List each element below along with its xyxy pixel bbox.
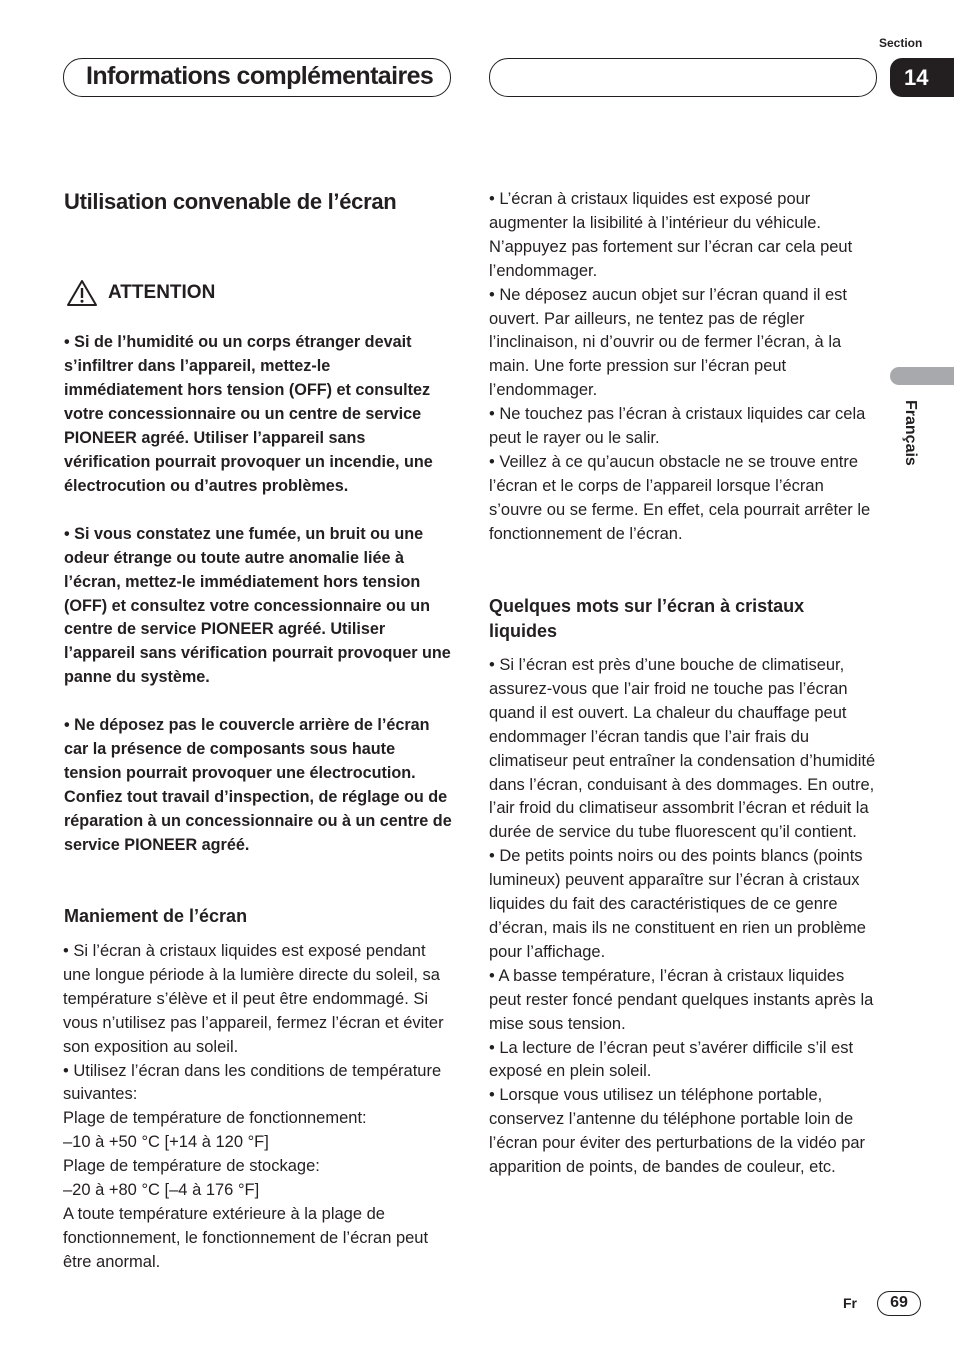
handling-subheading: Maniement de l’écran xyxy=(64,906,248,926)
attention-label: ATTENTION xyxy=(108,282,216,303)
footer-language: Fr xyxy=(843,1295,857,1311)
handling-paragraph: • Si l’écran à cristaux liquides est exposé pendant une longue période à la lumière directe du soleil, sa température s’élève et il peut être endommagé. Si vous n’utilisez pas l’appareil, fermez l’écran et éviter son exposition au soleil. xyxy=(63,942,444,1056)
handling-paragraph: • Utilisez l’écran dans les conditions de température suivantes: xyxy=(63,1061,442,1104)
attention-paragraph: • Ne déposez pas le couvercle arrière de l’écran car la présence de composants sous haute tension pourrait provoquer une électrocution. Confiez tout travail d’inspection, de réglage ou de réparation à un concessionnaire ou à un centre de service PIONEER agréé. xyxy=(64,716,452,855)
language-label: Français xyxy=(902,400,919,466)
right-paragraph: • Veillez à ce qu’aucun obstacle ne se trouve entre l’écran et le corps de l’appareil lorsque l’écran s’ouvre ou se ferme. En effet, cela pourrait arrêter le fonctionnement de l’écran. xyxy=(489,452,871,543)
lcd-paragraph: • De petits points noirs ou des points blancs (points lumineux) peuvent apparaître sur l’écran à cristaux liquides du fait des caractéristiques de ce genre d’écran, mais ils ne constituent en rien un problème pour l’affichage. xyxy=(489,847,866,961)
handling-paragraph: Plage de température de stockage: xyxy=(63,1157,320,1176)
lcd-subheading: Quelques mots sur l’écran à cristaux liquides xyxy=(489,596,805,641)
handling-block xyxy=(63,940,451,1275)
right-top-block xyxy=(489,188,879,547)
lcd-paragraph: • La lecture de l’écran peut s’avérer difficile s’il est exposé en plein soleil. xyxy=(489,1038,854,1081)
handling-paragraph: Plage de température de fonctionnement: xyxy=(63,1109,367,1128)
handling-paragraph: A toute température extérieure à la plage de fonctionnement, le fonctionnement de l’écran peut être anormal. xyxy=(63,1204,429,1271)
section-heading: Utilisation convenable de l’écran xyxy=(64,189,397,214)
right-paragraph: • Ne touchez pas l’écran à cristaux liquides car cela peut le rayer ou le salir. xyxy=(489,405,866,448)
right-paragraph: • Ne déposez aucun objet sur l’écran quand il est ouvert. Par ailleurs, ne tentez pas de régler l’inclinaison, ni d’ouvrir ou de fermer l’écran, à la main. Une forte pression sur l’écran peut l’endommager. xyxy=(489,285,847,400)
handling-paragraph: –10 à +50 °C [+14 à 120 °F] xyxy=(63,1133,269,1152)
attention-paragraph: • Si de l’humidité ou un corps étranger devait s’infiltrer dans l’appareil, mettez-le immédiatement hors tension (OFF) et consultez votre concessionnaire ou un centre de service PIONEER agréé. Utiliser l’appareil sans vérification pourrait provoquer un incendie, une électrocution ou d’autres problèmes. xyxy=(64,333,433,495)
section-number: 14 xyxy=(890,58,954,97)
attention-paragraph: • Si vous constatez une fumée, un bruit ou une odeur étrange ou toute autre anomalie liée à l’écran, mettez-le immédiatement hors tension (OFF) et consultez votre concessionnaire ou un centre de service PIONEER agréé. Utiliser l’appareil sans vérification pourrait provoquer une panne du système. xyxy=(64,524,451,687)
attention-block xyxy=(64,331,452,858)
language-tab xyxy=(890,367,954,385)
page-header-title: Informations complémentaires xyxy=(86,62,434,90)
lcd-block xyxy=(489,654,879,1180)
warning-triangle-icon xyxy=(66,279,98,307)
lcd-paragraph: • Lorsque vous utilisez un téléphone portable, conservez l’antenne du téléphone portable loin de l’écran pour éviter des perturbations de la vidéo par apparition de points, de bandes de couleur, etc. xyxy=(489,1086,866,1177)
header-blank-box xyxy=(489,58,877,97)
lcd-paragraph: • Si l’écran est près d’une bouche de climatiseur, assurez-vous que l’air froid ne touche pas l’écran quand il est ouvert. La chaleur du chauffage peut endommager l’écran tandis que l’air frais du climatiseur peut entraîner la condensation d’humidité dans l’écran, conduisant à des dommages. En outre, l’air froid du climatiseur assombrit l’écran et réduit la durée de service du tube fluorescent qu’il contient. xyxy=(489,656,876,842)
right-paragraph: • L’écran à cristaux liquides est exposé pour augmenter la lisibilité à l’intérieur du véhicule. N’appuyez pas fortement sur l’écran car cela peut l’endommager. xyxy=(489,190,853,280)
header-title-box xyxy=(63,58,451,97)
lcd-paragraph: • A basse température, l’écran à cristaux liquides peut rester foncé pendant quelques instants après la mise sous tension. xyxy=(489,966,874,1033)
attention-header xyxy=(66,279,215,307)
handling-paragraph: –20 à +80 °C [–4 à 176 °F] xyxy=(63,1181,260,1200)
section-label: Section xyxy=(879,36,923,50)
page-number: 69 xyxy=(877,1291,921,1316)
